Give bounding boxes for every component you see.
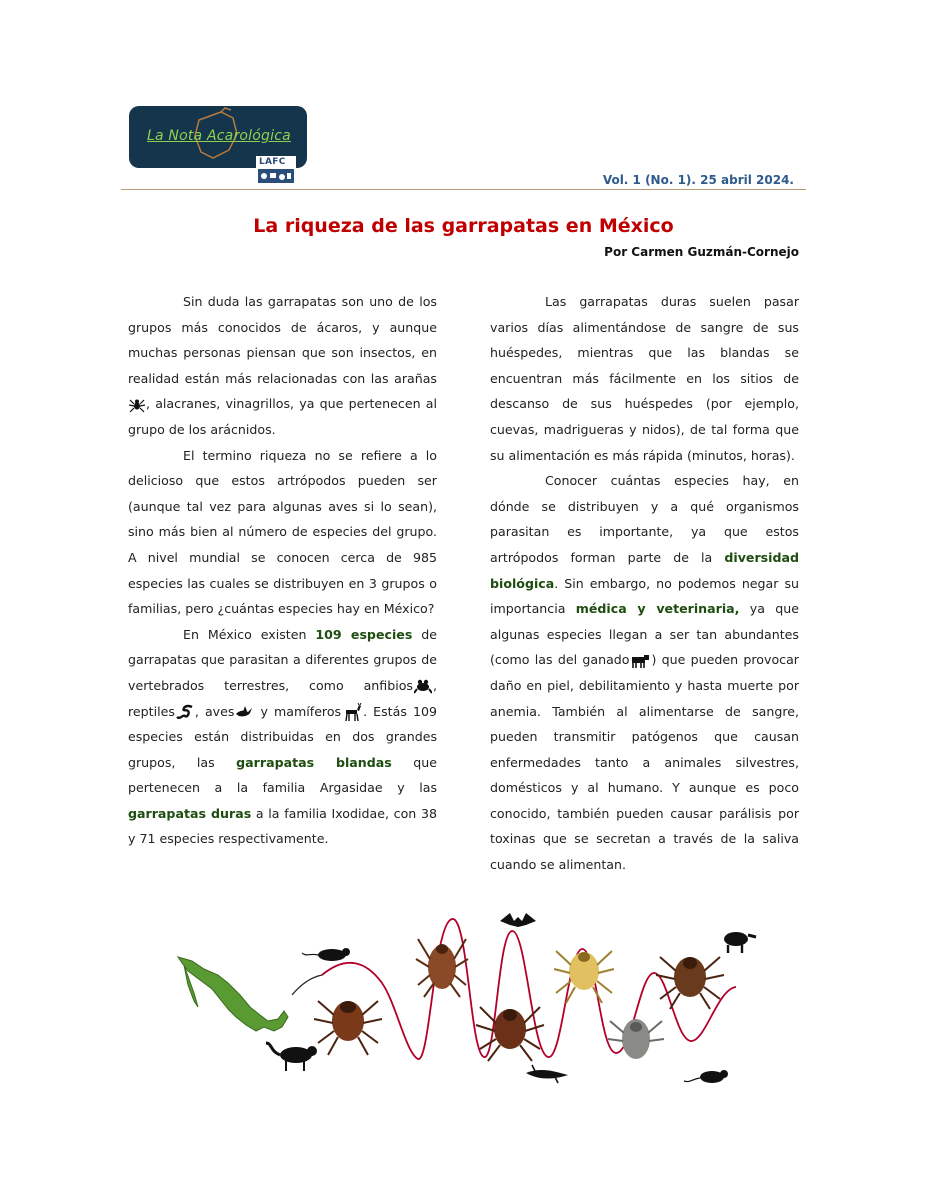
bird-icon [235,704,253,720]
rat-icon [684,1070,728,1083]
paragraph: Las garrapatas duras suelen pasar varios días alimentándose de sangre de sus huéspedes, mientras que las blandas se encuentran más fácilmente en los sitios de descanso de sus huéspedes (por ejemplo, cuevas, madrigueras y nidos), de tal forma que su alimentación es más rápida (minutos, horas). [490,294,799,463]
logo-title: La Nota Acarológica [147,128,291,144]
lafc-logo-text: LAFC [259,157,286,167]
tick-icon [656,957,724,1009]
mexico-map-icon [178,957,288,1031]
spider-icon [129,397,145,413]
cow-icon [630,653,650,669]
paragraph: Sin duda las garrapatas son uno de los grupos más conocidos de ácaros, y aunque muchas personas piensan que son insectos, en realidad están más relacionadas con las arañas , alacranes, vinagrillos, ya que pertenecen al grupo de los arácnidos. [128,294,437,437]
paragraph: El termino riqueza no se refiere a lo delicioso que estos artrópodos pueden ser (aunque tal vez para algunas aves si lo sean), sino más bien al número de especies del grupo. A nivel mundial se conocen cerca de 985 especies las cuales se distribuyen en 3 grupos o familias, pero ¿cuántas especies hay en México? [128,447,437,617]
snake-icon [176,704,194,720]
left-column [128,289,437,852]
header-divider [121,189,806,190]
volume-info: Vol. 1 (No. 1). 25 abril 2024. [602,173,794,187]
frog-icon [414,678,432,694]
paragraph: Conocer cuántas especies hay, en dónde se distribuyen y a qué organismos parasitan es importante, ya que estos artrópodos forman parte de la diversidad biológica. Sin embargo, no podemos negar su importancia médica y veterinaria, ya que algunas especies llegan a ser tan abundantes (como las del ganado ) que pueden provocar daño en piel, debilitamiento y hasta muerte por anemia. También al alimentarse de sangre, pueden transmitir patógenos que causan enfermedades tanto a animales silvestres, domésticos y al humano. Y aunque es poco conocido, también pueden causar parálisis por toxinas que se secretan a través de la saliva cuando se alimentan. [490,473,799,873]
tick-icon [416,939,468,997]
deer-icon [342,703,362,721]
tick-icon [554,951,614,1003]
lafc-logo [256,156,296,186]
arrow-line [292,975,322,995]
article-author: Por Carmen Guzmán-Cornejo [604,245,799,259]
lizard-icon [526,1065,568,1083]
mouse-icon [302,948,350,961]
lafc-animals-strip-icon [258,169,294,183]
tapir-icon [724,932,756,953]
article-title: La riqueza de las garrapatas en México [253,214,674,237]
ticks-and-hosts-illustration [170,903,770,1093]
coati-icon [266,1043,317,1071]
tick-icon [314,1001,382,1055]
paragraph: En México existen 109 especies de garrapatas que parasitan a diferentes grupos de vertebrados terrestres, como anfibios , reptiles , aves y mamíferos . Estás 109 especies están distribuidas en dos grandes grupos, las garrapatas blandas que pertenecen a la familia Argasidae y las garrapatas duras a la familia Ixodidae, con 38 y 71 especies respectivamente. [128,626,437,847]
right-column [490,289,799,878]
bat-icon [500,913,536,927]
